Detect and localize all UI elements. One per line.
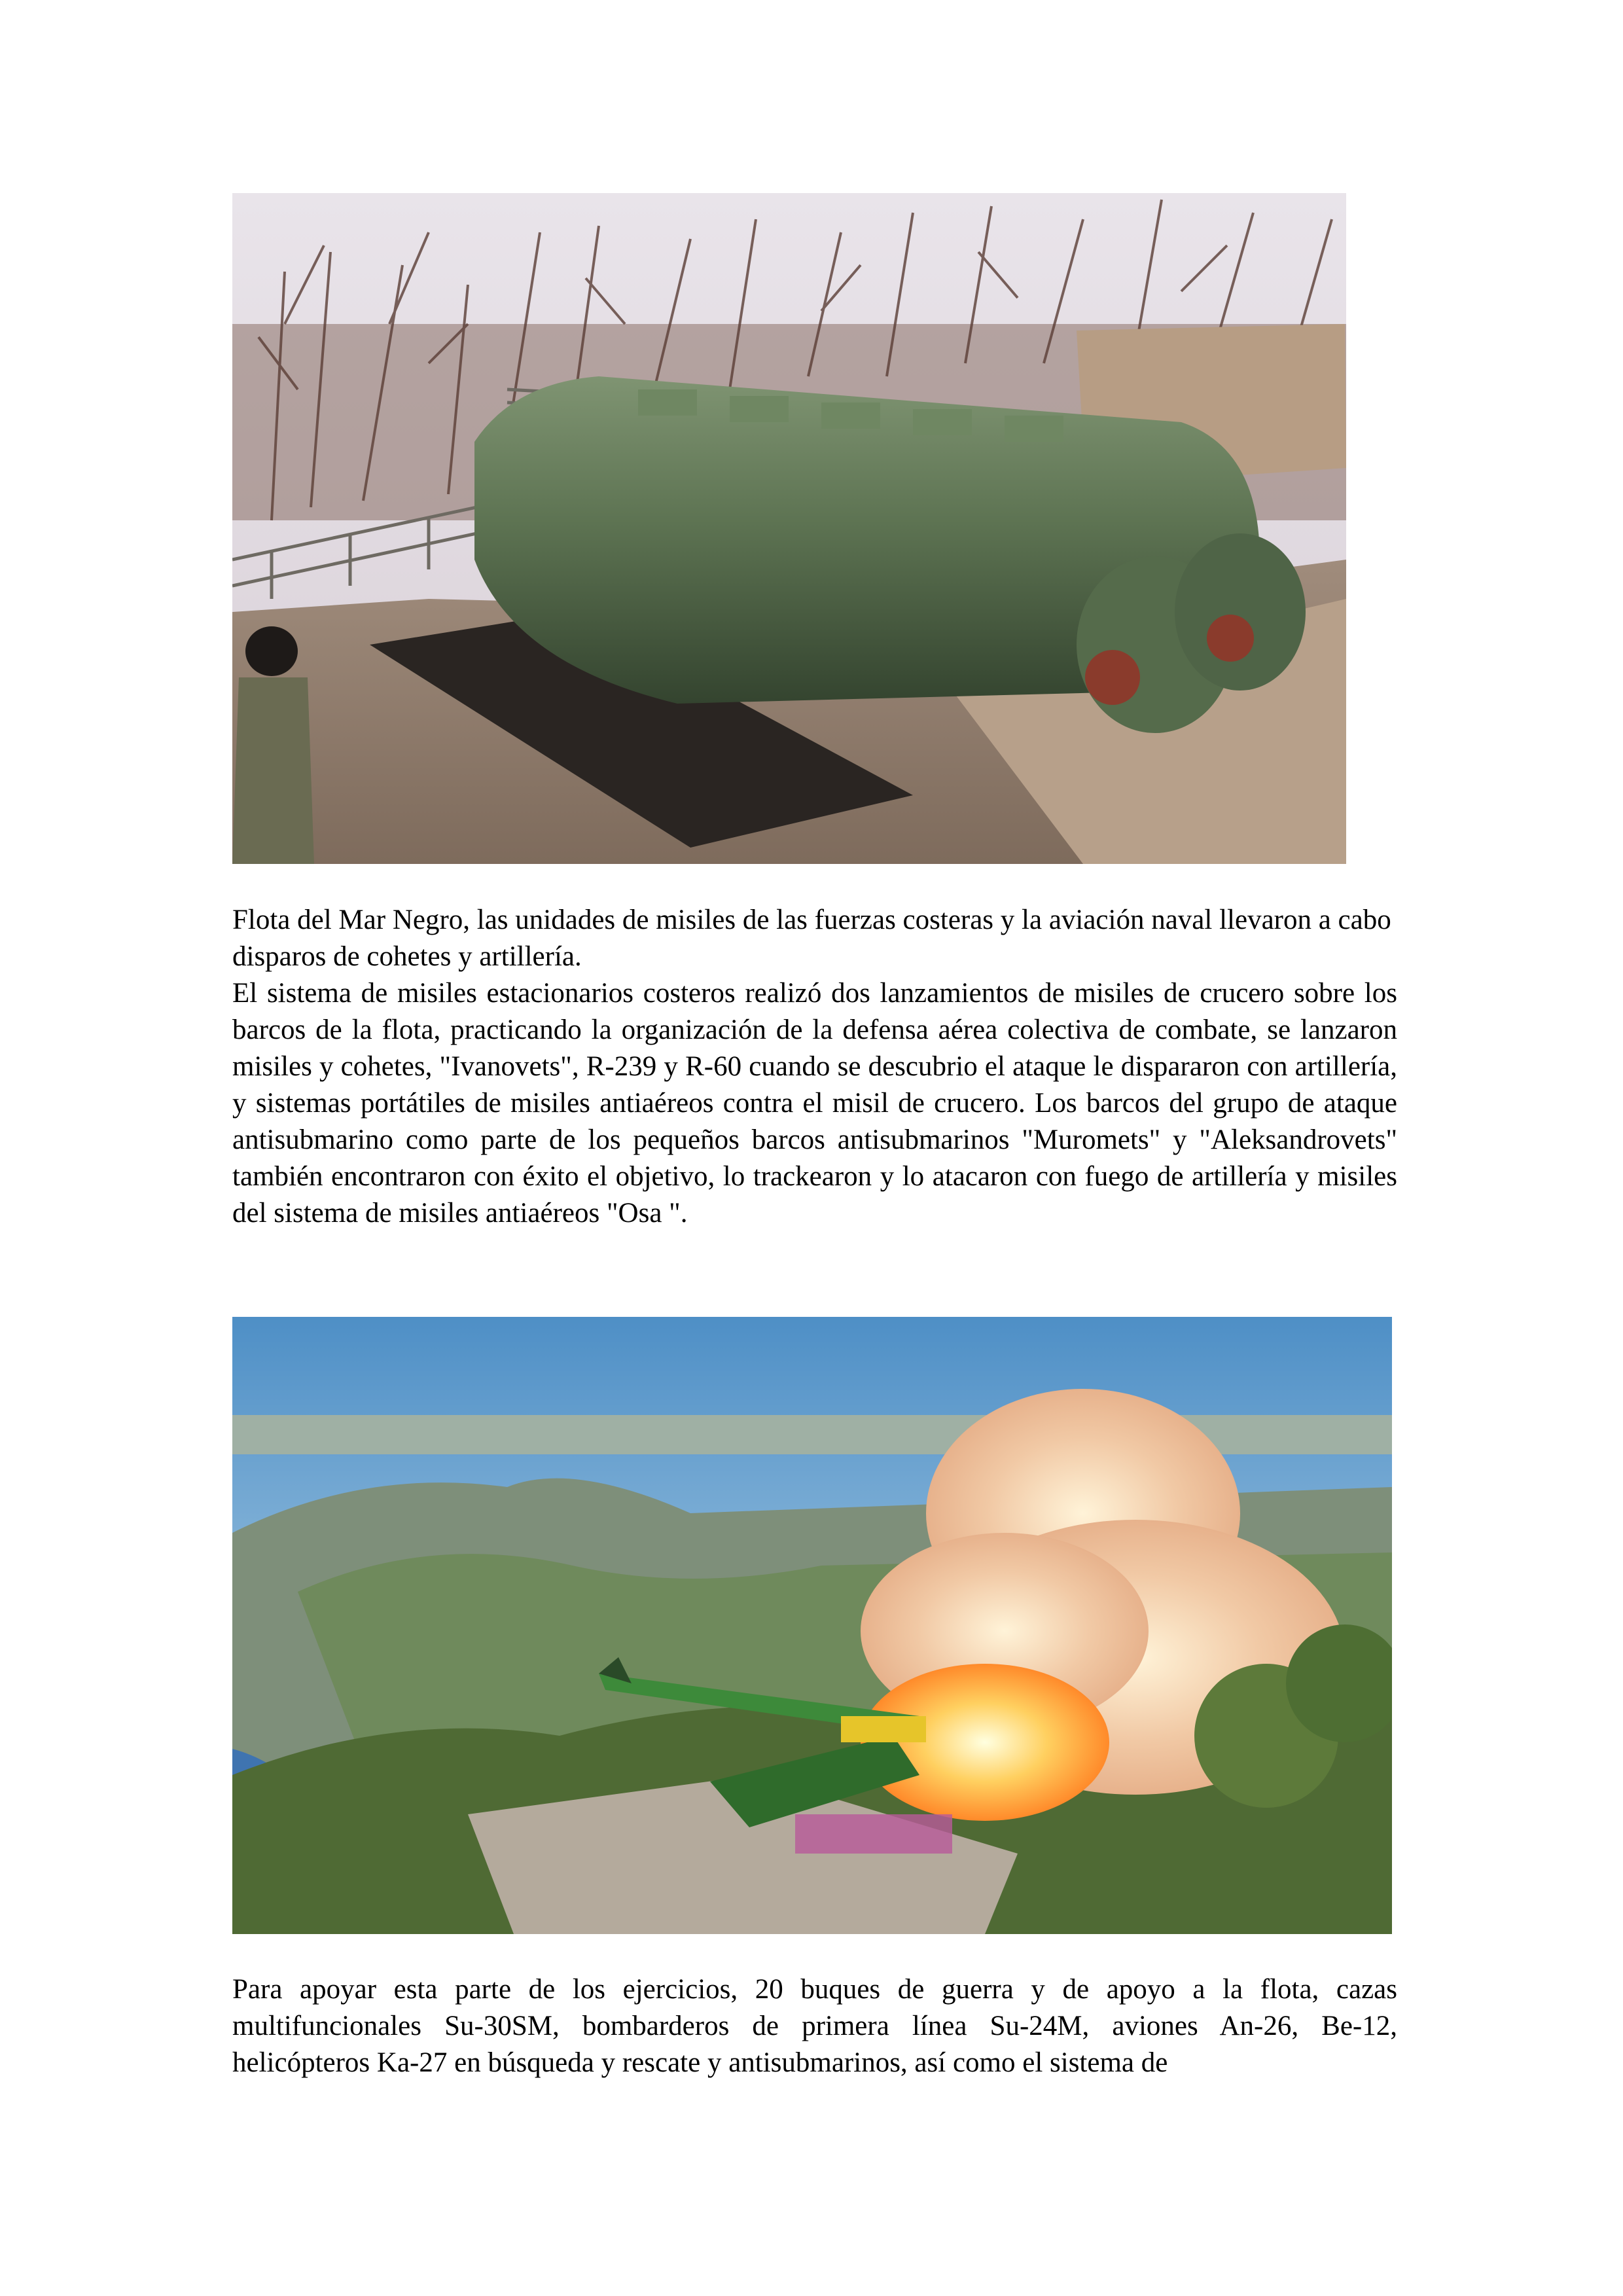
paragraph: El sistema de misiles estacionarios costeros realizó dos lanzamientos de misiles de crucero sobre los barcos de la flota, practicando la organización de la defensa aérea colectiva de combate, se lanzaron misiles y cohetes, "Ivanovets", R-239 y R-60 cuando se descubrio el ataque le dispararon con artillería, y sistemas portátiles de misiles antiaéreos contra el misil de crucero. Los barcos del grupo de ataque antisubmarino como parte de los pequeños barcos antisubmarinos "Muromets" y "Aleksandrovets" también encontraron con éxito el objetivo, lo trackearon y lo atacaron con fuego de artillería y misiles del sistema de misiles antiaéreos "Osa ". bbox=[232, 978, 1397, 1229]
missile-launch-photo-graphic bbox=[232, 1317, 1392, 1934]
article-text-block-1 bbox=[232, 902, 1397, 1232]
missile-launch-photo bbox=[232, 1317, 1392, 1934]
article-text-block-2 bbox=[232, 1971, 1397, 2081]
paragraph: Para apoyar esta parte de los ejercicios, 20 buques de guerra y de apoyo a la flota, cazas multifuncionales Su-30SM, bombarderos de primera línea Su-24M, aviones An-26, Be-12, helicópteros Ka-27 en búsqueda y rescate y antisubmarinos, así como el sistema de bbox=[232, 1974, 1397, 2078]
paragraph: Flota del Mar Negro, las unidades de misiles de las fuerzas costeras y la aviación naval llevaron a cabo disparos de cohetes y artillería. bbox=[232, 905, 1391, 972]
launcher-photo bbox=[232, 193, 1346, 864]
launcher-photo-graphic bbox=[232, 193, 1346, 864]
